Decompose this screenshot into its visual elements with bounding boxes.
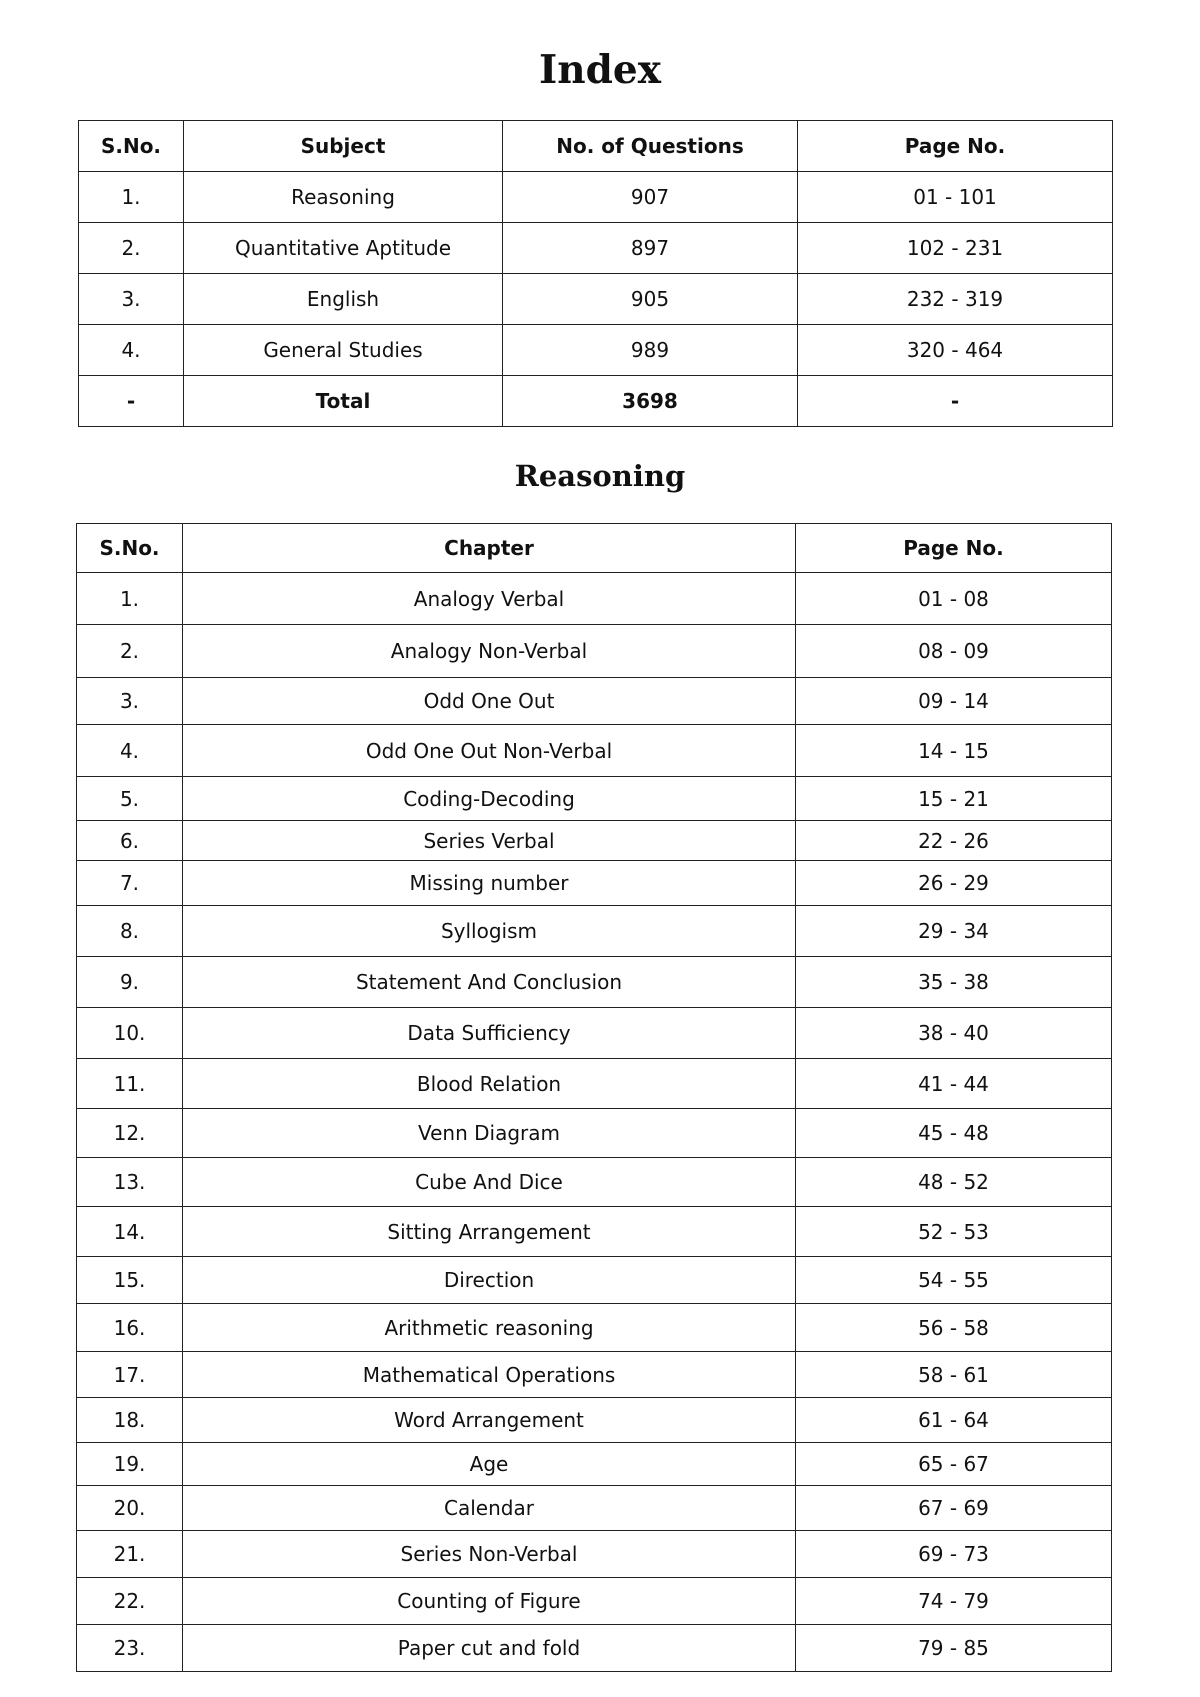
reasoning-row [77, 725, 1112, 777]
reasoning-row [77, 678, 1112, 725]
reasoning-pages-cell: 74 - 79 [796, 1578, 1112, 1625]
index-pages-cell: 01 - 101 [798, 172, 1113, 223]
reasoning-row [77, 1207, 1112, 1257]
reasoning-chapter-cell: Venn Diagram [183, 1109, 796, 1158]
index-subject-cell: Quantitative Aptitude [184, 223, 503, 274]
index-sno-cell: 3. [79, 274, 184, 325]
reasoning-pages-cell: 67 - 69 [796, 1486, 1112, 1531]
reasoning-row [77, 1257, 1112, 1304]
reasoning-row [77, 906, 1112, 957]
reasoning-pages-cell: 35 - 38 [796, 957, 1112, 1008]
reasoning-pages-cell: 52 - 53 [796, 1207, 1112, 1257]
reasoning-row [77, 957, 1112, 1008]
reasoning-chapter-cell: Analogy Verbal [183, 573, 796, 625]
reasoning-pages-cell: 45 - 48 [796, 1109, 1112, 1158]
reasoning-row [77, 1578, 1112, 1625]
reasoning-header-pages: Page No. [796, 524, 1112, 573]
reasoning-pages-cell: 01 - 08 [796, 573, 1112, 625]
reasoning-pages-cell: 58 - 61 [796, 1352, 1112, 1398]
reasoning-sno-cell: 11. [77, 1059, 183, 1109]
reasoning-row [77, 1059, 1112, 1109]
index-total-questions: 3698 [503, 376, 798, 427]
index-sno-cell: 4. [79, 325, 184, 376]
reasoning-sno-cell: 10. [77, 1008, 183, 1059]
reasoning-chapter-cell: Arithmetic reasoning [183, 1304, 796, 1352]
reasoning-pages-cell: 69 - 73 [796, 1531, 1112, 1578]
reasoning-sno-cell: 6. [77, 821, 183, 861]
index-subject-cell: Reasoning [184, 172, 503, 223]
reasoning-table [76, 523, 1112, 1672]
reasoning-pages-cell: 08 - 09 [796, 625, 1112, 678]
reasoning-chapter-cell: Missing number [183, 861, 796, 906]
reasoning-sno-cell: 4. [77, 725, 183, 777]
reasoning-sno-cell: 18. [77, 1398, 183, 1443]
reasoning-sno-cell: 15. [77, 1257, 183, 1304]
index-pages-cell: 102 - 231 [798, 223, 1113, 274]
reasoning-chapter-cell: Odd One Out [183, 678, 796, 725]
reasoning-pages-cell: 65 - 67 [796, 1443, 1112, 1486]
index-row [79, 274, 1113, 325]
index-sno-cell: 2. [79, 223, 184, 274]
index-pages-cell: 320 - 464 [798, 325, 1113, 376]
reasoning-chapter-cell: Blood Relation [183, 1059, 796, 1109]
index-row [79, 172, 1113, 223]
reasoning-sno-cell: 3. [77, 678, 183, 725]
reasoning-pages-cell: 15 - 21 [796, 777, 1112, 821]
reasoning-sno-cell: 13. [77, 1158, 183, 1207]
page-title: Index [539, 47, 661, 93]
reasoning-row [77, 1625, 1112, 1672]
reasoning-chapter-cell: Analogy Non-Verbal [183, 625, 796, 678]
index-questions-cell: 905 [503, 274, 798, 325]
index-questions-cell: 989 [503, 325, 798, 376]
reasoning-chapter-cell: Series Non-Verbal [183, 1531, 796, 1578]
reasoning-chapter-cell: Cube And Dice [183, 1158, 796, 1207]
index-total-sno: - [79, 376, 184, 427]
reasoning-chapter-cell: Sitting Arrangement [183, 1207, 796, 1257]
reasoning-sno-cell: 12. [77, 1109, 183, 1158]
index-row [79, 223, 1113, 274]
reasoning-row [77, 573, 1112, 625]
index-sno-cell: 1. [79, 172, 184, 223]
reasoning-row [77, 861, 1112, 906]
reasoning-chapter-cell: Series Verbal [183, 821, 796, 861]
reasoning-sno-cell: 19. [77, 1443, 183, 1486]
index-header-pages: Page No. [798, 121, 1113, 172]
reasoning-chapter-cell: Paper cut and fold [183, 1625, 796, 1672]
reasoning-row [77, 1158, 1112, 1207]
reasoning-header-chapter: Chapter [183, 524, 796, 573]
index-questions-cell: 897 [503, 223, 798, 274]
index-header-sno: S.No. [79, 121, 184, 172]
reasoning-chapter-cell: Data Sufficiency [183, 1008, 796, 1059]
reasoning-header-sno: S.No. [77, 524, 183, 573]
reasoning-pages-cell: 79 - 85 [796, 1625, 1112, 1672]
reasoning-sno-cell: 2. [77, 625, 183, 678]
reasoning-row [77, 1008, 1112, 1059]
reasoning-sno-cell: 22. [77, 1578, 183, 1625]
reasoning-row [77, 821, 1112, 861]
reasoning-sno-cell: 8. [77, 906, 183, 957]
section-title: Reasoning [514, 459, 686, 493]
index-total-row [79, 376, 1113, 427]
index-header-row [79, 121, 1113, 172]
reasoning-pages-cell: 29 - 34 [796, 906, 1112, 957]
reasoning-sno-cell: 17. [77, 1352, 183, 1398]
reasoning-row [77, 1531, 1112, 1578]
reasoning-pages-cell: 48 - 52 [796, 1158, 1112, 1207]
reasoning-row [77, 777, 1112, 821]
reasoning-pages-cell: 38 - 40 [796, 1008, 1112, 1059]
reasoning-row [77, 1304, 1112, 1352]
index-subject-cell: General Studies [184, 325, 503, 376]
reasoning-row [77, 625, 1112, 678]
reasoning-sno-cell: 20. [77, 1486, 183, 1531]
reasoning-chapter-cell: Syllogism [183, 906, 796, 957]
reasoning-sno-cell: 21. [77, 1531, 183, 1578]
reasoning-chapter-cell: Odd One Out Non-Verbal [183, 725, 796, 777]
reasoning-sno-cell: 5. [77, 777, 183, 821]
reasoning-chapter-cell: Coding-Decoding [183, 777, 796, 821]
reasoning-chapter-cell: Statement And Conclusion [183, 957, 796, 1008]
reasoning-chapter-cell: Mathematical Operations [183, 1352, 796, 1398]
index-row [79, 325, 1113, 376]
reasoning-row [77, 1443, 1112, 1486]
reasoning-row [77, 1352, 1112, 1398]
index-header-questions: No. of Questions [503, 121, 798, 172]
reasoning-chapter-cell: Word Arrangement [183, 1398, 796, 1443]
reasoning-sno-cell: 7. [77, 861, 183, 906]
reasoning-row [77, 1398, 1112, 1443]
reasoning-row [77, 1486, 1112, 1531]
reasoning-sno-cell: 1. [77, 573, 183, 625]
reasoning-pages-cell: 09 - 14 [796, 678, 1112, 725]
reasoning-row [77, 1109, 1112, 1158]
reasoning-pages-cell: 26 - 29 [796, 861, 1112, 906]
reasoning-chapter-cell: Counting of Figure [183, 1578, 796, 1625]
reasoning-chapter-cell: Age [183, 1443, 796, 1486]
reasoning-pages-cell: 61 - 64 [796, 1398, 1112, 1443]
reasoning-pages-cell: 22 - 26 [796, 821, 1112, 861]
reasoning-sno-cell: 23. [77, 1625, 183, 1672]
index-header-subject: Subject [184, 121, 503, 172]
index-pages-cell: 232 - 319 [798, 274, 1113, 325]
index-subject-cell: English [184, 274, 503, 325]
index-questions-cell: 907 [503, 172, 798, 223]
reasoning-pages-cell: 14 - 15 [796, 725, 1112, 777]
index-table [78, 120, 1113, 427]
reasoning-sno-cell: 16. [77, 1304, 183, 1352]
reasoning-pages-cell: 41 - 44 [796, 1059, 1112, 1109]
reasoning-sno-cell: 9. [77, 957, 183, 1008]
reasoning-chapter-cell: Direction [183, 1257, 796, 1304]
reasoning-pages-cell: 54 - 55 [796, 1257, 1112, 1304]
reasoning-chapter-cell: Calendar [183, 1486, 796, 1531]
reasoning-pages-cell: 56 - 58 [796, 1304, 1112, 1352]
reasoning-sno-cell: 14. [77, 1207, 183, 1257]
index-total-pages: - [798, 376, 1113, 427]
reasoning-header-row [77, 524, 1112, 573]
index-total-label: Total [184, 376, 503, 427]
